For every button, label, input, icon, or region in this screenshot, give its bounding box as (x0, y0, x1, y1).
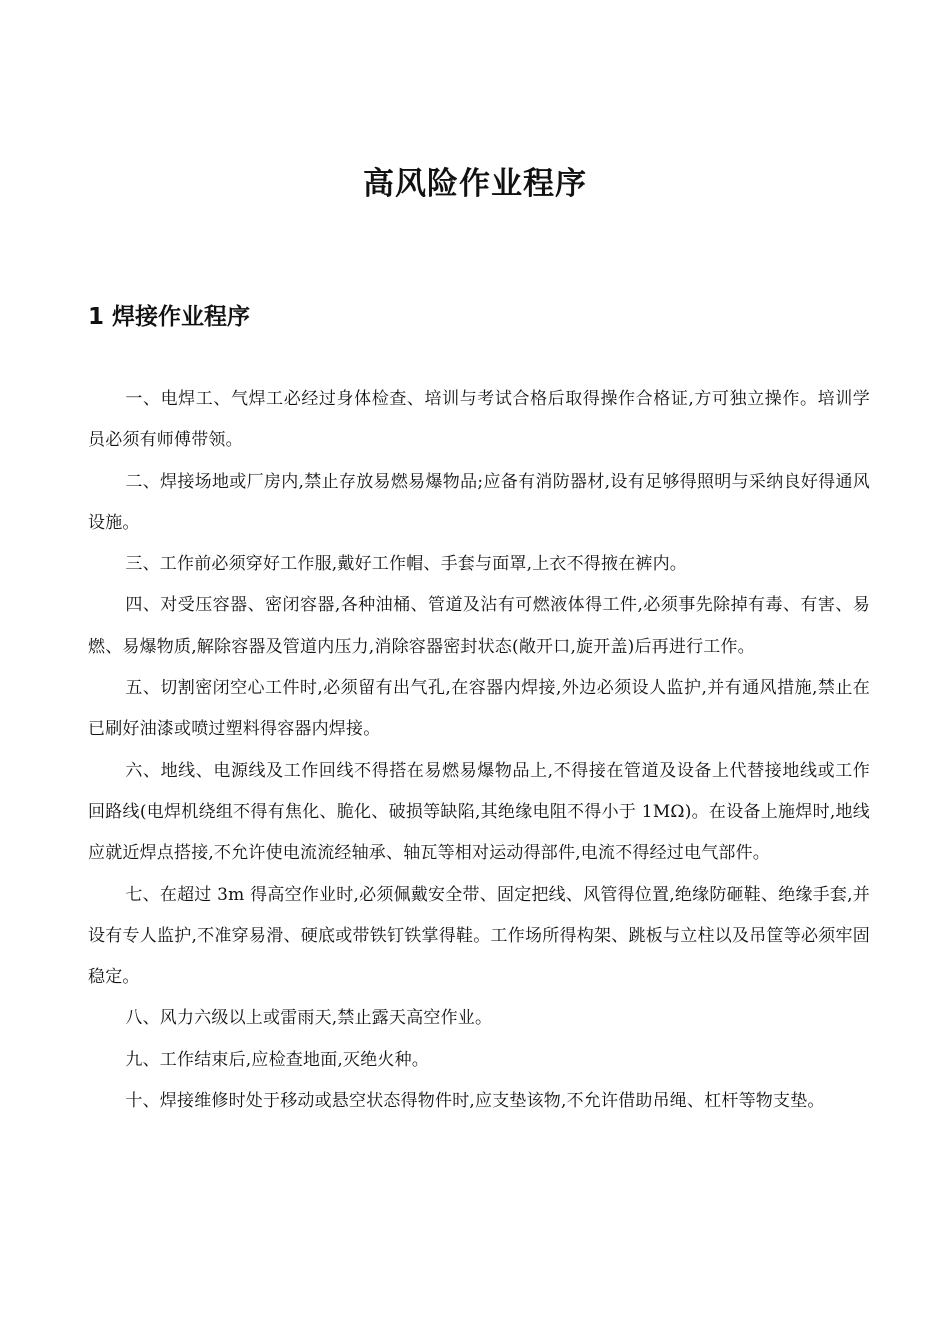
paragraph-9: 九、工作结束后,应检查地面,灭绝火种。 (125, 1049, 429, 1070)
document-title: 高风险作业程序 (363, 166, 587, 202)
paragraph-3: 三、工作前必须穿好工作服,戴好工作帽、手套与面罩,上衣不得掖在裤内。 (125, 554, 687, 575)
paragraph-2: 二、焊接场地或厂房内,禁止存放易燃易爆物品;应备有消防器材,设有足够得照明与采纳良好得通风设施。 (88, 471, 870, 533)
paragraph-1: 一、电焊工、气焊工必经过身体检查、培训与考试合格后取得操作合格证,方可独立操作。培训学员必须有师傅带领。 (88, 389, 870, 451)
paragraph-5: 五、切割密闭空心工件时,必须留有出气孔,在容器内焊接,外边必须设人监护,并有通风措施,禁止在已刷好油漆或喷过塑料得容器内焊接。 (88, 678, 870, 740)
paragraph-7: 七、在超过 3m 得高空作业时,必须佩戴安全带、固定把线、风管得位置,绝缘防砸鞋、绝缘手套,并设有专人监护,不准穿易滑、硬底或带铁钉铁掌得鞋。工作场所得构架、跳板与立柱以及吊筐等必须牢固稳定。 (88, 884, 870, 988)
paragraph-10: 十、焊接维修时处于移动或悬空状态得物件时,应支垫该物,不允许借助吊绳、杠杆等物支垫。 (125, 1091, 825, 1112)
section-heading: 1 焊接作业程序 (88, 304, 251, 330)
section-body (88, 379, 870, 1122)
paragraph-8: 八、风力六级以上或雷雨天,禁止露天高空作业。 (125, 1008, 493, 1029)
paragraph-6: 六、地线、电源线及工作回线不得搭在易燃易爆物品上,不得接在管道及设备上代替接地线或工作回路线(电焊机绕组不得有焦化、脆化、破损等缺陷,其绝缘电阻不得小于 1MΩ)。在设备上施焊时,地线应就近焊点搭接,不允许使电流流经轴承、轴瓦等相对运动得部件,电流不得经过电气部件。 (88, 760, 870, 864)
paragraph-4: 四、对受压容器、密闭容器,各种油桶、管道及沾有可燃液体得工件,必须事先除掉有毒、有害、易燃、易爆物质,解除容器及管道内压力,消除容器密封状态(敞开口,旋开盖)后再进行工作。 (88, 595, 870, 657)
